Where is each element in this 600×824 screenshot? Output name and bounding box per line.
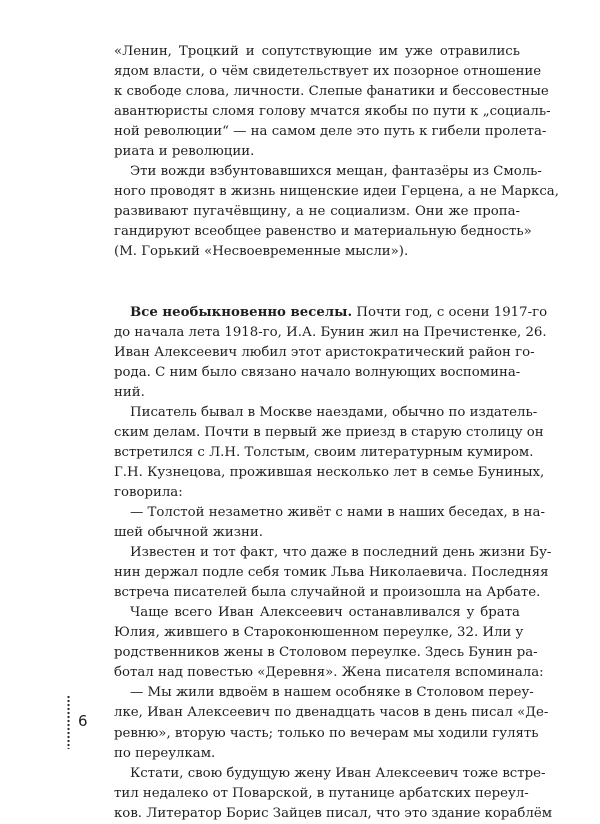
body-line: Известен и тот факт, что даже в последний день жизни Бу- [130,545,552,561]
section-first-line-text: Почти год, с осени 1917-го [352,304,548,320]
body-line: Чаще всего Иван Алексеевич останавливался у брата [130,605,520,621]
page-number: 6 [78,712,88,730]
quote-line: к свободе слова, личности. Слепые фанатики и бессовестные [114,84,549,100]
body-line: лке, Иван Алексеевич по двенадцать часов в день писал «Де- [114,705,549,721]
quote-line: авантюристы сломя голову мчатся якобы по пути к „социаль- [114,104,551,120]
body-line: встретился с Л.Н. Толстым, своим литературным кумиром. [114,444,534,460]
quote-line: риата и революции. [114,144,255,160]
page-text-column [114,42,559,824]
body-line: тил недалеко от Поварской, в путанице арбатских переул- [114,785,529,801]
body-line: ским делам. Почти в первый же приезд в старую столицу он [114,424,544,440]
quote-line: ной революции“ — на самом деле это путь к гибели пролета- [114,124,547,140]
body-line: шей обычной жизни. [114,525,263,541]
body-line: по переулкам. [114,745,216,761]
body-line: Юлия, жившего в Староконюшенном переулке, 32. Или у [114,625,524,641]
quote-line: развивают пугачёвщину, а не социализм. Они же пропа- [114,204,520,220]
section-gap [114,263,520,303]
body-line: ботал над повестью «Деревня». Жена писателя вспоминала: [114,665,544,681]
body-line: Кстати, свою будущую жену Иван Алексеевич тоже встре- [130,765,546,781]
body-line: — Толстой незаметно живёт с нами в наших беседах, в на- [130,504,545,520]
quote-block [114,42,559,263]
footer-dotted-rule [67,695,70,749]
body-line: встреча писателей была случайной и произошла на Арбате. [114,585,541,601]
quote-line: ного проводят в жизнь нищенские идеи Герцена, а не Маркса, [114,184,559,200]
section-first-line [114,303,548,323]
body-line: нин держал подле себя томик Льва Николаевича. Последняя [114,565,549,581]
body-line: Иван Алексеевич любил этот аристократический район го- [114,344,535,360]
body-line: Писатель бывал в Москве наездами, обычно по издатель- [130,404,538,420]
body-line: до начала лета 1918-го, И.А. Бунин жил на Пречистенке, 26. [114,324,547,340]
body-line: — Мы жили вдвоём в нашем особняке в Столовом переу- [130,685,534,701]
quote-line: гандируют всеобщее равенство и материальную бедность» [114,224,532,240]
quote-source: (М. Горький «Несвоевременные мысли»). [114,244,409,260]
body-line: ний. [114,384,145,400]
quote-line: «Ленин, Троцкий и сопутствующие им уже отравились [114,44,520,59]
quote-line: Эти вожди взбунтовавшихся мещан, фантазёры из Смоль- [130,164,542,180]
section-block [114,303,553,824]
body-line: рода. С ним было связано начало волнующих воспомина- [114,364,521,380]
body-line: ревню», вторую часть; только по вечерам мы ходили гулять [114,725,539,741]
body-line: Г.Н. Кузнецова, прожившая несколько лет в семье Буниных, [114,464,545,480]
quote-line: ядом власти, о чём свидетельствует их позорное отношение [114,64,542,80]
section-heading: Все необыкновенно веселы. [130,304,353,320]
body-line: говорила: [114,484,183,500]
body-line: ков. Литератор Борис Зайцев писал, что это здание кораблём [114,805,553,821]
body-line: родственников жены в Столовом переулке. Здесь Бунин ра- [114,645,538,661]
